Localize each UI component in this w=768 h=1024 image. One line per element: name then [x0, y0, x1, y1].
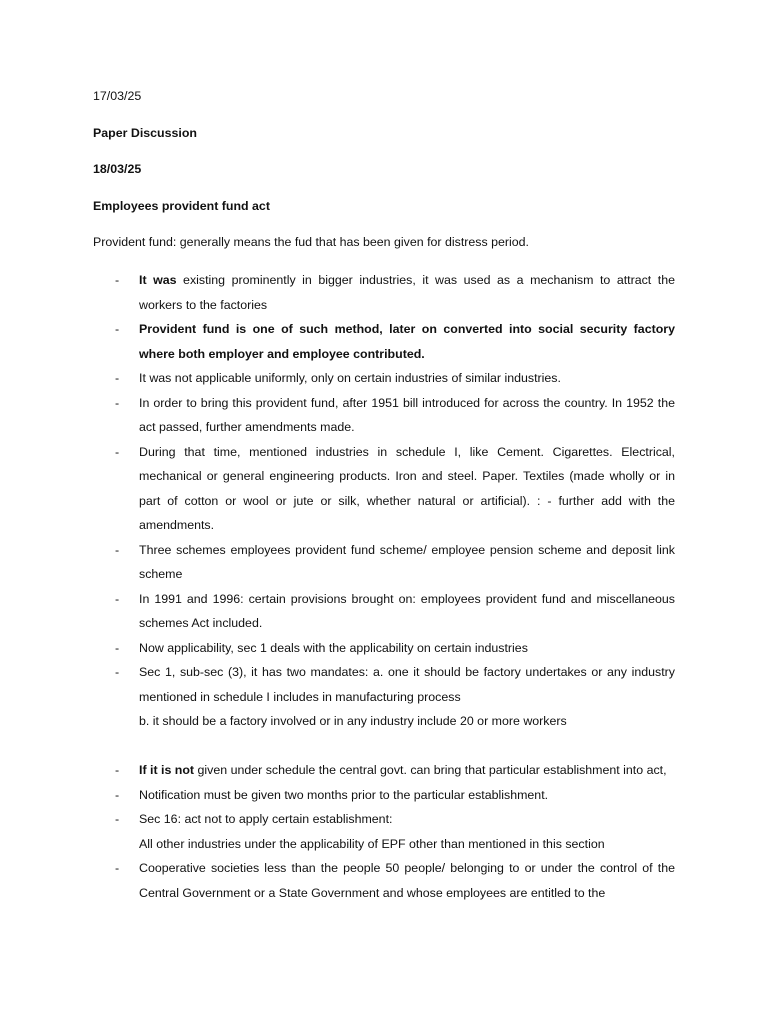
item-text: Three schemes employees provident fund scheme/ employee pension scheme and deposit link scheme — [139, 542, 675, 581]
bold-prefix: If it is not — [139, 763, 195, 777]
intro-paragraph: Provident fund: generally means the fud that has been given for distress period. — [93, 235, 530, 249]
bold-item-text: Provident fund is one of such method, later on converted into social security factory where both employer and employee contributed. — [139, 322, 675, 361]
bullet-dash: - — [115, 542, 120, 557]
item-text: Sec 1, sub-sec (3), it has two mandates: a. one it should be factory undertakes or any industry mentioned in schedule I includes in manufacturing process — [139, 665, 675, 704]
list-item — [93, 317, 675, 366]
bullet-dash: - — [115, 763, 120, 777]
bullet-dash: - — [115, 861, 120, 875]
item-text: It was not applicable uniformly, only on certain industries of similar industries. — [139, 371, 561, 385]
bullet-dash: - — [115, 322, 120, 336]
item-subline: All other industries under the applicability of EPF other than mentioned in this section — [139, 836, 605, 851]
date-line-2: 18/03/25 — [93, 162, 142, 176]
item-text: Now applicability, sec 1 deals with the applicability on certain industries — [139, 640, 528, 655]
bullet-dash: - — [115, 591, 120, 606]
date-line-1: 17/03/25 — [93, 89, 142, 103]
list-item — [93, 660, 675, 734]
item-text: During that time, mentioned industries in schedule I, like Cement. Cigarettes. Electrical, mechanical or general engineering products. Iron and steel. Paper. Textiles (made wholly or in part of cotton or wool or jute or silk, whether natural or artificial). : - further add with the amendments. — [139, 444, 675, 532]
list-item — [93, 366, 675, 391]
list-item — [93, 856, 675, 905]
item-text: Notification must be given two months prior to the particular establishment. — [139, 787, 549, 802]
item-text: given under schedule the central govt. can bring that particular establishment into act, — [194, 763, 667, 777]
list-item — [93, 538, 675, 587]
bullet-dash: - — [115, 273, 120, 287]
list-item — [93, 783, 675, 808]
topic-heading-1: Paper Discussion — [93, 126, 197, 140]
bold-prefix: It was — [139, 273, 177, 287]
item-text: In order to bring this provident fund, after 1951 bill introduced for across the country. In 1952 the act passed, further amendments made. — [139, 395, 675, 434]
notes-list — [93, 268, 675, 905]
list-item — [93, 440, 675, 538]
item-text: Sec 16: act not to apply certain establishment: — [139, 812, 393, 826]
bullet-dash: - — [115, 395, 120, 410]
bullet-dash: - — [115, 444, 120, 459]
list-item — [93, 758, 675, 783]
list-item — [93, 268, 675, 317]
list-item — [93, 587, 675, 636]
bullet-dash: - — [115, 640, 120, 655]
bullet-dash: - — [115, 371, 120, 385]
bullet-dash: - — [115, 787, 120, 802]
item-text: Cooperative societies less than the people 50 people/ belonging to or under the control of the Central Government or a State Government and whose employees are entitled to the — [139, 861, 675, 900]
bullet-dash: - — [115, 665, 120, 679]
item-subline: b. it should be a factory involved or in any industry include 20 or more workers — [139, 714, 567, 728]
list-item — [93, 391, 675, 440]
item-text: existing prominently in bigger industries, it was used as a mechanism to attract the workers to the factories — [139, 273, 675, 312]
blank-line — [93, 734, 675, 759]
item-text: In 1991 and 1996: certain provisions brought on: employees provident fund and miscellaneous schemes Act included. — [139, 591, 675, 630]
list-item — [93, 636, 675, 661]
topic-heading-2: Employees provident fund act — [93, 199, 270, 213]
list-item — [93, 807, 675, 856]
bullet-dash: - — [115, 812, 120, 826]
